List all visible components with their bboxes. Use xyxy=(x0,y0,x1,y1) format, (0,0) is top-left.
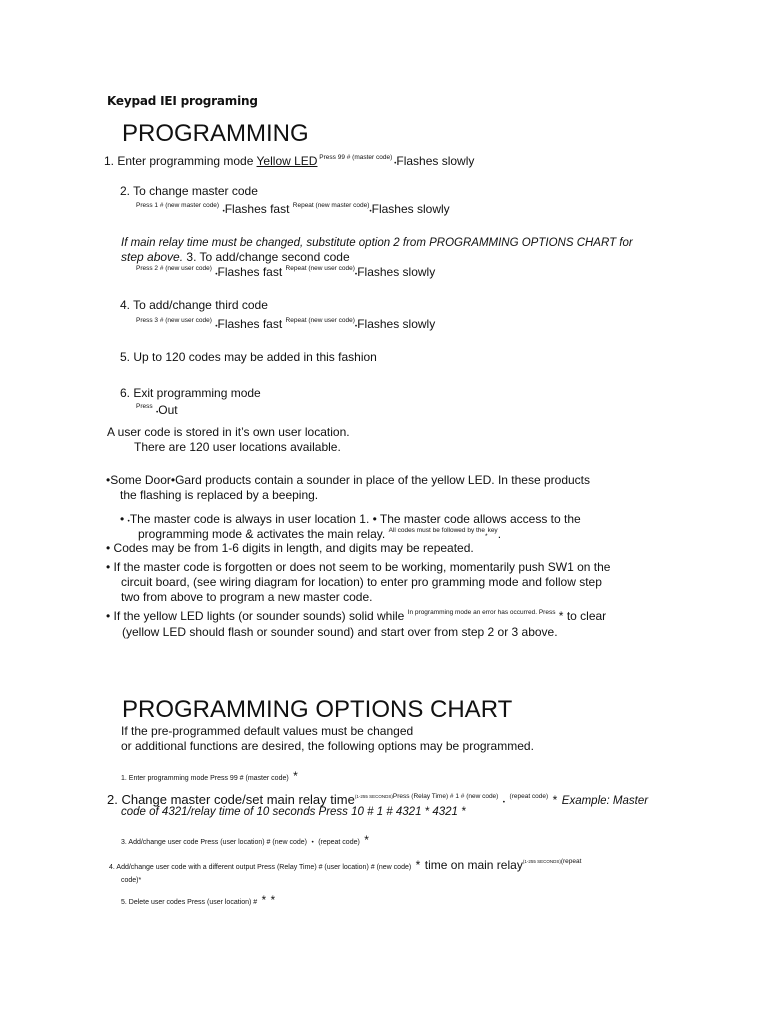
star-glyph: * xyxy=(261,895,267,907)
master-bullet-text-2: programming mode & activates the main relay. xyxy=(138,527,386,541)
option-4-code: code) xyxy=(121,877,139,884)
step-1-arrow: • xyxy=(394,160,397,167)
all-codes-note: All codes must be followed by the xyxy=(388,527,486,534)
star-glyph: * xyxy=(558,609,564,623)
option-4 xyxy=(109,856,581,874)
user-code-line-1: A user code is stored in it’s own user location. xyxy=(107,425,350,439)
arrow-glyph: • xyxy=(311,839,314,846)
step-2-arrow: • xyxy=(222,208,225,215)
star-key-glyph: * xyxy=(485,533,488,540)
star-glyph: * xyxy=(138,877,142,884)
star-glyph: * xyxy=(364,833,369,847)
step-3-arrow: • xyxy=(215,271,218,278)
option-3 xyxy=(121,831,369,849)
option-2-line-2: code of 4321/relay time of 10 seconds Press 10 # 1 # 4321 * 4321 * xyxy=(121,806,466,818)
option-2-repeat: (repeat code) xyxy=(509,793,549,800)
forgot-bullet-line-3: two from above to program a new master code. xyxy=(121,590,373,604)
step-4-label: 4. To add/change third code xyxy=(120,298,268,312)
step-2-arrow-2: • xyxy=(369,208,372,215)
relay-time-note-line-2 xyxy=(121,250,350,264)
step-2-slow: Flashes slowly xyxy=(371,202,450,216)
step-1-result: Flashes slowly xyxy=(396,154,475,168)
step-1 xyxy=(104,154,474,168)
user-code-line-2: There are 120 user locations available. xyxy=(134,440,341,454)
step-4-arrow-2: • xyxy=(354,323,358,330)
step-4-repeat-note: Repeat (new user code) xyxy=(285,317,355,324)
forgot-bullet-line-1: • If the master code is forgotten or does not seem to be working, momentarily push SW1 on the xyxy=(106,560,611,574)
step-2-press-note: Press 1 # (new master code) xyxy=(136,202,220,209)
step-1-press-note: Press 99 # (master code) xyxy=(319,154,393,161)
option-2-lead: 2. Change master code/set main relay time xyxy=(107,792,355,807)
star-glyph: * xyxy=(293,769,298,783)
master-bullet-line-2: programming mode & activates the main relay. $^{All codes must be followed by the}$*$^{key}$. xyxy=(138,527,502,541)
step-3-press-note: Press 2 # (new user code) xyxy=(136,265,212,272)
option-4-range: (1-255 SECONDS) xyxy=(522,859,561,864)
step-2-fast: Flashes fast xyxy=(224,202,290,216)
solid-bullet-text: • If the yellow LED lights (or sounder sounds) solid while xyxy=(106,609,405,623)
solid-bullet-tail: to clear xyxy=(566,609,607,623)
relay-time-note-line-1: If main relay time must be changed, substitute option 2 from PROGRAMMING OPTIONS CHART for xyxy=(121,237,633,249)
star-glyph: * xyxy=(415,858,421,872)
option-4-time: time on main relay xyxy=(424,858,523,872)
document-title: Keypad IEI programing xyxy=(107,94,258,108)
option-4-text: 4. Add/change user code with a different output Press (Relay Time) # (user location) # (new code) xyxy=(109,864,412,871)
option-4-repeat: (repeat xyxy=(560,858,582,865)
step-3-repeat-note: Repeat (new user code) xyxy=(285,265,355,272)
step-6-detail xyxy=(136,403,178,417)
step-3-detail xyxy=(136,265,435,279)
step-6-out: Out xyxy=(158,403,178,417)
solid-bullet-line-1 xyxy=(106,609,606,623)
chart-intro-line-1: If the pre-programmed default values must be changed xyxy=(121,724,414,738)
key-note: key xyxy=(487,527,498,534)
option-3-text: 3. Add/change user code Press (user location) # (new code) xyxy=(121,839,307,846)
star-glyph: * xyxy=(552,793,558,807)
option-5-text: 5. Delete user codes Press (user location) # xyxy=(121,899,258,906)
arrow-glyph: • xyxy=(127,518,130,525)
step-2-repeat-note: Repeat (new master code) xyxy=(292,202,370,209)
relay-time-note-end: step above. xyxy=(121,250,184,264)
option-2-press: Press (Relay Time) # 1 # (new code) xyxy=(392,793,499,800)
step-4-arrow: • xyxy=(215,323,218,330)
chart-intro-line-2: or additional functions are desired, the following options may be programmed. xyxy=(121,739,534,753)
step-3-label: 3. To add/change second code xyxy=(186,250,350,264)
step-6-label: 6. Exit programming mode xyxy=(120,386,261,400)
arrow-glyph: • xyxy=(502,799,506,806)
error-note: In programming mode an error has occurred. Press xyxy=(407,609,556,616)
forgot-bullet-line-2: circuit board, (see wiring diagram for location) to enter pro gramming mode and follow step xyxy=(121,575,602,589)
yellow-led-label: Yellow LED xyxy=(256,154,318,168)
option-4-line-2 xyxy=(121,869,141,887)
option-1-text: 1. Enter programming mode Press 99 # (master code) xyxy=(121,775,289,782)
option-3-repeat: (repeat code) xyxy=(318,839,360,846)
star-glyph: * xyxy=(270,895,276,907)
step-3-slow: Flashes slowly xyxy=(357,265,436,279)
option-2-range: (1-255 SECONDS) xyxy=(354,794,393,799)
step-4-fast: Flashes fast xyxy=(217,317,283,331)
step-5: 5. Up to 120 codes may be added in this fashion xyxy=(120,350,377,364)
option-1 xyxy=(121,767,298,785)
step-1-lead: 1. Enter programming mode xyxy=(104,154,257,168)
heading-programming-options-chart: PROGRAMMING OPTIONS CHART xyxy=(122,696,513,723)
bullet-glyph: • xyxy=(106,473,111,487)
step-6-press-note: Press xyxy=(136,403,153,410)
heading-programming: PROGRAMMING xyxy=(122,120,309,147)
bullet-glyph: • xyxy=(120,512,125,526)
digits-bullet: • Codes may be from 1-6 digits in length, and digits may be repeated. xyxy=(106,541,474,555)
sounder-bullet-text: Some Door•Gard products contain a sounder in place of the yellow LED. In these products xyxy=(110,473,591,487)
step-3-fast: Flashes fast xyxy=(217,265,283,279)
option-2-example: Example: Master xyxy=(561,795,649,807)
solid-bullet-line-2: (yellow LED should flash or sounder sound) and start over from step 2 or 3 above. xyxy=(122,625,558,639)
step-4-press-note: Press 3 # (new user code) xyxy=(136,317,212,324)
step-6-arrow: • xyxy=(155,409,159,416)
step-4-slow: Flashes slowly xyxy=(357,317,436,331)
step-3-arrow-2: • xyxy=(354,271,358,278)
master-bullet-text: The master code is always in user location 1. • The master code allows access to the xyxy=(129,512,581,526)
sounder-bullet-line-2: the flashing is replaced by a beeping. xyxy=(120,488,319,502)
step-2-detail xyxy=(136,202,450,216)
option-5 xyxy=(121,891,275,909)
master-bullet-line-1 xyxy=(120,512,581,526)
sounder-bullet-line-1 xyxy=(106,473,590,487)
step-2-label: 2. To change master code xyxy=(120,184,258,198)
step-4-detail xyxy=(136,317,435,331)
